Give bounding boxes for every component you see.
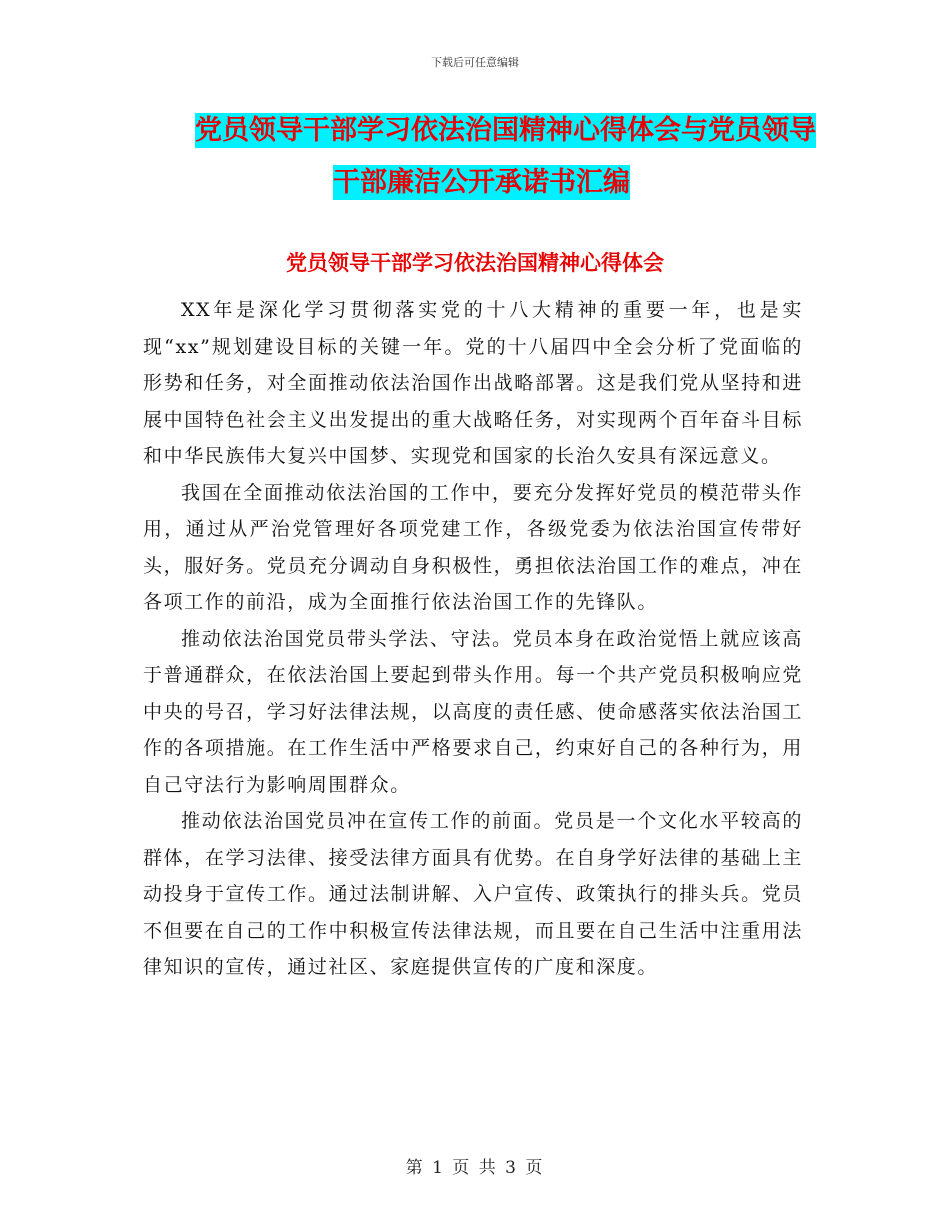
section-title: 党员领导干部学习依法治国精神心得体会: [286, 251, 664, 275]
document-title-line-1: [140, 108, 820, 154]
paragraph: 我国在全面推动依法治国的工作中，要充分发挥好党员的模范带头作用，通过从严治党管理好各项党建工作，各级党委为依法治国宣传带好头，服好务。党员充分调动自身积极性，勇担依法治国工作的难点，冲在各项工作的前沿，成为全面推行依法治国工作的先锋队。: [143, 481, 803, 613]
page-number-footer: 第 1 页 共 3 页: [405, 1158, 545, 1178]
paragraph: 推动依法治国党员带头学法、守法。党员本身在政治觉悟上就应该高于普通群众，在依法治国上要起到带头作用。每一个共产党员积极响应党中央的号召，学习好法律法规，以高度的责任感、使命感落实依法治国工作的各项措施。在工作生活中严格要求自己，约束好自己的各种行为，用自己守法行为影响周围群众。: [143, 627, 803, 796]
document-title-text-1: 党员领导干部学习依法治国精神心得体会与党员领导: [195, 115, 816, 146]
document-title-line-2: [140, 160, 820, 206]
document-title: [140, 108, 820, 206]
document-title-text-2: 干部廉洁公开承诺书汇编: [333, 167, 630, 198]
body-text: [143, 292, 803, 986]
header-note: 下载后可任意编辑: [431, 56, 519, 69]
paragraph: XX年是深化学习贯彻落实党的十八大精神的重要一年，也是实现“xx”规划建设目标的关键一年。党的十八届四中全会分析了党面临的形势和任务，对全面推动依法治国作出战略部署。这是我们党从坚持和进展中国特色社会主义出发提出的重大战略任务，对实现两个百年奋斗目标和中华民族伟大复兴中国梦、实现党和国家的长治久安具有深远意义。: [143, 299, 803, 467]
paragraph: 推动依法治国党员冲在宣传工作的前面。党员是一个文化水平较高的群体，在学习法律、接受法律方面具有优势。在自身学好法律的基础上主动投身于宣传工作。通过法制讲解、入户宣传、政策执行的排头兵。党员不但要在自己的工作中积极宣传法律法规，而且要在自己生活中注重用法律知识的宣传，通过社区、家庭提供宣传的广度和深度。: [143, 810, 803, 978]
